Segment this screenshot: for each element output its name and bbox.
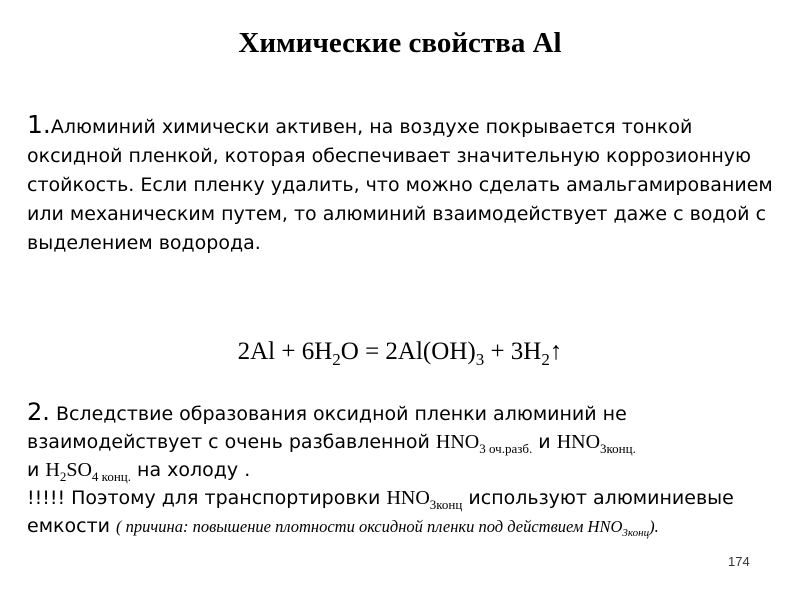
eq-part-c: + 3H (484, 338, 542, 365)
p2-text-4: на холоду . (131, 459, 251, 481)
page-number: 174 (728, 554, 750, 569)
formula-hno3-c: HNO (386, 487, 430, 509)
formula-hno3-b-sub: 3конц. (600, 441, 636, 456)
eq-sub-2: 3 (475, 350, 485, 369)
p2-text-3: и (27, 459, 46, 481)
slide-title: Химические свойства Al (238, 27, 562, 59)
formula-h2so4-so-sub: 4 конц. (91, 469, 131, 484)
p2-text-2: и (532, 431, 557, 453)
formula-hno3-a: HNO (435, 431, 480, 453)
reaction-equation (0, 336, 800, 368)
eq-sub-1: 2 (332, 350, 341, 369)
formula-hno3-c-sub: 3конц (429, 497, 463, 512)
eq-part-a: 2Al + 6H (237, 338, 333, 365)
paragraph-1-number: 1. (27, 110, 51, 139)
paragraph-2-number: 2. (27, 398, 50, 426)
eq-sub-3: 2 (541, 350, 550, 369)
p2-text-6: используют алюминиевые емкости (27, 487, 734, 537)
paragraph-2 (27, 398, 787, 541)
eq-arrow: ↑ (549, 338, 563, 365)
note (116, 517, 659, 539)
note-text-b: ). (649, 517, 659, 536)
formula-h2so4-so: SO (66, 459, 92, 481)
p2-text-1: Вследствие образования оксидной пленки алюминий не взаимодействует с очень разбавленной (27, 403, 627, 453)
formula-h2so4-h: H (45, 459, 60, 481)
formula-h2so4-h-sub: 2 (59, 469, 67, 484)
note-text-a: ( причина: повышение плотности оксидной пленки под действием HNO (116, 517, 623, 536)
formula-hno3-b: HNO (556, 431, 601, 453)
eq-part-b: O = 2Al(OH) (340, 338, 476, 365)
p2-text-5: !!!!! Поэтому для транспортировки (27, 487, 387, 509)
paragraph-1 (27, 110, 787, 258)
note-sub: 3конц (622, 527, 650, 539)
paragraph-1-text: Алюминий химически активен, на воздухе покрывается тонкой оксидной пленкой, которая обеспечивает значительную коррозионную стойкость. Если пленку удалить, что можно сделать амальгамированием или механическим путем, то алюминий взаимодействует даже с водой с выделением водорода. (27, 116, 773, 254)
formula-hno3-a-sub: 3 оч.разб. (479, 441, 533, 456)
